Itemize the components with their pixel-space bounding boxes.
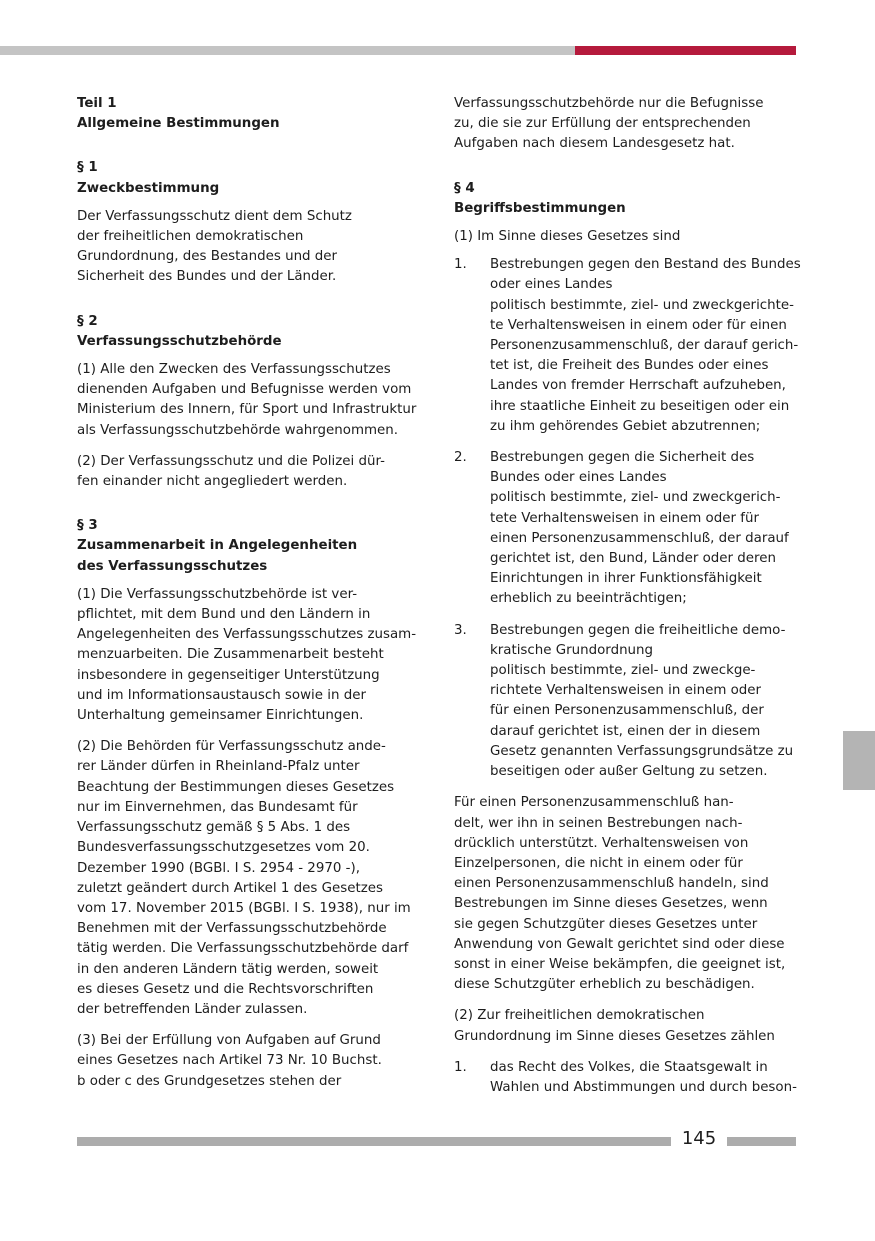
text-line: zu, die sie zur Erfüllung der entsprechenden xyxy=(454,116,751,132)
page-number: 145 xyxy=(681,1128,717,1149)
text-line: Aufgaben nach diesem Landesgesetz hat. xyxy=(454,136,735,152)
text-line: Grundordnung im Sinne dieses Gesetzes zählen xyxy=(454,1028,775,1044)
text-line: Einzelpersonen, die nicht in einem oder für xyxy=(454,855,743,871)
text-line: te Verhaltensweisen in einem oder für einen xyxy=(490,317,787,333)
text-line: Der Verfassungsschutz dient dem Schutz xyxy=(77,208,352,224)
list-item-number: 2. xyxy=(454,450,467,466)
list-item xyxy=(454,1058,799,1098)
text-line: in den anderen Ländern tätig werden, soweit xyxy=(77,961,379,977)
text-line: Gesetz genannten Verfassungsgrundsätze zu xyxy=(490,743,794,759)
text-line: (3) Bei der Erfüllung von Aufgaben auf Grund xyxy=(77,1033,381,1049)
section-2-paragraph-2 xyxy=(77,452,417,492)
left-column xyxy=(77,94,417,1103)
list-item-text xyxy=(490,1058,799,1098)
section-1-paragraph xyxy=(77,207,417,288)
fdgo-list xyxy=(454,1058,799,1098)
list-item xyxy=(454,255,799,437)
text-line: Angelegenheiten des Verfassungsschutzes zusam- xyxy=(77,627,417,643)
text-line: einen Personenzusammenschluß, der darauf xyxy=(490,530,789,546)
section-3-paragraph-3 xyxy=(77,1031,417,1092)
text-line: Bestrebungen im Sinne dieses Gesetzes, wenn xyxy=(454,896,768,912)
section-3-title-line-1: Zusammenarbeit in Angelegenheiten xyxy=(77,538,358,554)
section-2-paragraph-1 xyxy=(77,360,417,441)
part-title: Teil 1 xyxy=(77,96,117,111)
text-line: Benehmen mit der Verfassungsschutzbehörde xyxy=(77,921,387,937)
text-line: sie gegen Schutzgüter dieses Gesetzes unter xyxy=(454,916,758,932)
text-line: für einen Personenzusammenschluß, der xyxy=(490,703,764,719)
text-line: oder eines Landes xyxy=(490,277,613,293)
text-line: Dezember 1990 (BGBl. I S. 2954 - 2970 -), xyxy=(77,860,360,876)
footer-bar-right xyxy=(727,1137,796,1146)
text-line: b oder c des Grundgesetzes stehen der xyxy=(77,1073,342,1089)
text-line: politisch bestimmte, ziel- und zweckge- xyxy=(490,663,756,679)
top-bar-grey xyxy=(0,46,575,55)
text-line: es dieses Gesetz und die Rechtsvorschriften xyxy=(77,981,374,997)
text-line: eines Gesetzes nach Artikel 73 Nr. 10 Buchst. xyxy=(77,1053,382,1069)
text-line: tet ist, die Freiheit des Bundes oder eines xyxy=(490,358,769,374)
text-line: Sicherheit des Bundes und der Länder. xyxy=(77,269,337,285)
text-line: pflichtet, mit dem Bund und den Ländern in xyxy=(77,607,371,623)
text-line: Für einen Personenzusammenschluß han- xyxy=(454,795,734,811)
section-3-paragraph-2 xyxy=(77,737,417,1020)
list-item-number: 3. xyxy=(454,622,467,638)
list-item xyxy=(454,448,799,610)
section-4-number: § 4 xyxy=(454,180,475,196)
text-line: zuletzt geändert durch Artikel 1 des Gesetzes xyxy=(77,880,383,896)
text-line: fen einander nicht angegliedert werden. xyxy=(77,474,348,490)
text-line: Bestrebungen gegen die Sicherheit des xyxy=(490,450,755,466)
continuation-paragraph xyxy=(454,94,799,155)
text-line: diese Schutzgüter erheblich zu beschädigen. xyxy=(454,977,755,993)
text-line: nur im Einvernehmen, das Bundesamt für xyxy=(77,799,358,815)
text-line: Landes von fremder Herrschaft aufzuheben, xyxy=(490,378,786,394)
right-column xyxy=(454,94,799,1109)
section-3-title-line-2: des Verfassungsschutzes xyxy=(77,558,268,574)
text-line: drücklich unterstützt. Verhaltensweisen von xyxy=(454,835,749,851)
section-4-paragraph-after-list xyxy=(454,793,799,995)
text-line: (2) Zur freiheitlichen demokratischen xyxy=(454,1008,705,1024)
text-line: und im Informationsaustausch sowie in der xyxy=(77,687,366,703)
text-line: zu ihm gehörendes Gebiet abzutrennen; xyxy=(490,418,761,434)
text-line: menzuarbeiten. Die Zusammenarbeit besteht xyxy=(77,647,384,663)
footer-bar-left xyxy=(77,1137,671,1146)
list-item-text xyxy=(490,255,801,437)
text-line: Bundesverfassungsschutzgesetzes vom 20. xyxy=(77,840,370,856)
text-line: (1) Die Verfassungsschutzbehörde ist ver- xyxy=(77,586,358,602)
text-line: (1) Alle den Zwecken des Verfassungsschutzes xyxy=(77,362,391,378)
section-4-intro: (1) Im Sinne dieses Gesetzes sind xyxy=(454,229,681,245)
text-line: Beachtung der Bestimmungen dieses Gesetzes xyxy=(77,779,395,795)
section-3-number: § 3 xyxy=(77,518,98,534)
text-line: Wahlen und Abstimmungen und durch beson- xyxy=(490,1079,797,1095)
list-item-text xyxy=(490,448,799,610)
text-line: tete Verhaltensweisen in einem oder für xyxy=(490,510,759,526)
text-line: als Verfassungsschutzbehörde wahrgenommen. xyxy=(77,422,399,438)
text-line: delt, wer ihn in seinen Bestrebungen nach- xyxy=(454,815,743,831)
text-line: einen Personenzusammenschluß handeln, sind xyxy=(454,876,769,892)
text-line: vom 17. November 2015 (BGBl. I S. 1938), nur im xyxy=(77,900,411,916)
text-line: der betreffenden Länder zulassen. xyxy=(77,1001,308,1017)
text-line: erheblich zu beeinträchtigen; xyxy=(490,591,687,607)
text-line: sonst in einer Weise bekämpfen, die geeignet ist, xyxy=(454,956,786,972)
section-2-title: Verfassungsschutzbehörde xyxy=(77,333,282,349)
text-line: dienenden Aufgaben und Befugnisse werden vom xyxy=(77,382,412,398)
section-3-paragraph-1 xyxy=(77,585,417,726)
text-line: (2) Die Behörden für Verfassungsschutz ande- xyxy=(77,739,386,755)
text-line: das Recht des Volkes, die Staatsgewalt in xyxy=(490,1059,768,1075)
top-bar-accent xyxy=(575,46,796,55)
section-2-number: § 2 xyxy=(77,313,98,329)
text-line: Verfassungsschutzbehörde nur die Befugnisse xyxy=(454,96,764,111)
text-line: richtete Verhaltensweisen in einem oder xyxy=(490,683,762,699)
list-item-number: 1. xyxy=(454,257,467,273)
text-line: beseitigen oder außer Geltung zu setzen. xyxy=(490,764,768,780)
text-line: Personenzusammenschluß, der darauf gerich- xyxy=(490,338,799,354)
section-4-title: Begriffsbestimmungen xyxy=(454,200,626,216)
text-line: (2) Der Verfassungsschutz und die Polizei dür- xyxy=(77,453,385,469)
text-line: politisch bestimmte, ziel- und zweckgerich- xyxy=(490,490,781,506)
section-1-title: Zweckbestimmung xyxy=(77,180,220,196)
section-4-paragraph-2-intro xyxy=(454,1006,799,1046)
text-line: Verfassungsschutz gemäß § 5 Abs. 1 des xyxy=(77,820,351,836)
list-item-number: 1. xyxy=(454,1059,467,1075)
text-line: politisch bestimmte, ziel- und zweckgerichte- xyxy=(490,297,794,313)
part-subtitle: Allgemeine Bestimmungen xyxy=(77,116,280,132)
text-line: tätig werden. Die Verfassungsschutzbehörde darf xyxy=(77,941,409,957)
text-line: Ministerium des Innern, für Sport und Infrastruktur xyxy=(77,402,417,418)
text-line: Anwendung von Gewalt gerichtet sind oder diese xyxy=(454,936,785,952)
definitions-list xyxy=(454,255,799,782)
side-thumb-tab xyxy=(843,731,875,790)
text-line: Unterhaltung gemeinsamer Einrichtungen. xyxy=(77,708,364,724)
text-line: insbesondere in gegenseitiger Unterstützung xyxy=(77,667,380,683)
text-line: Bestrebungen gegen die freiheitliche demo- xyxy=(490,622,786,638)
list-item-text xyxy=(490,621,799,783)
text-line: rer Länder dürfen in Rheinland-Pfalz unter xyxy=(77,759,360,775)
text-line: Einrichtungen in ihrer Funktionsfähigkeit xyxy=(490,571,762,587)
text-line: kratische Grundordnung xyxy=(490,642,654,658)
text-line: Bundes oder eines Landes xyxy=(490,470,667,486)
list-item xyxy=(454,621,799,783)
text-line: Grundordnung, des Bestandes und der xyxy=(77,249,338,265)
text-line: ihre staatliche Einheit zu beseitigen oder ein xyxy=(490,398,790,414)
text-line: der freiheitlichen demokratischen xyxy=(77,229,304,245)
text-line: Bestrebungen gegen den Bestand des Bundes xyxy=(490,257,801,273)
text-line: darauf gerichtet ist, einen der in diesem xyxy=(490,723,761,739)
text-line: gerichtet ist, den Bund, Länder oder deren xyxy=(490,551,776,567)
section-1-number: § 1 xyxy=(77,160,98,176)
